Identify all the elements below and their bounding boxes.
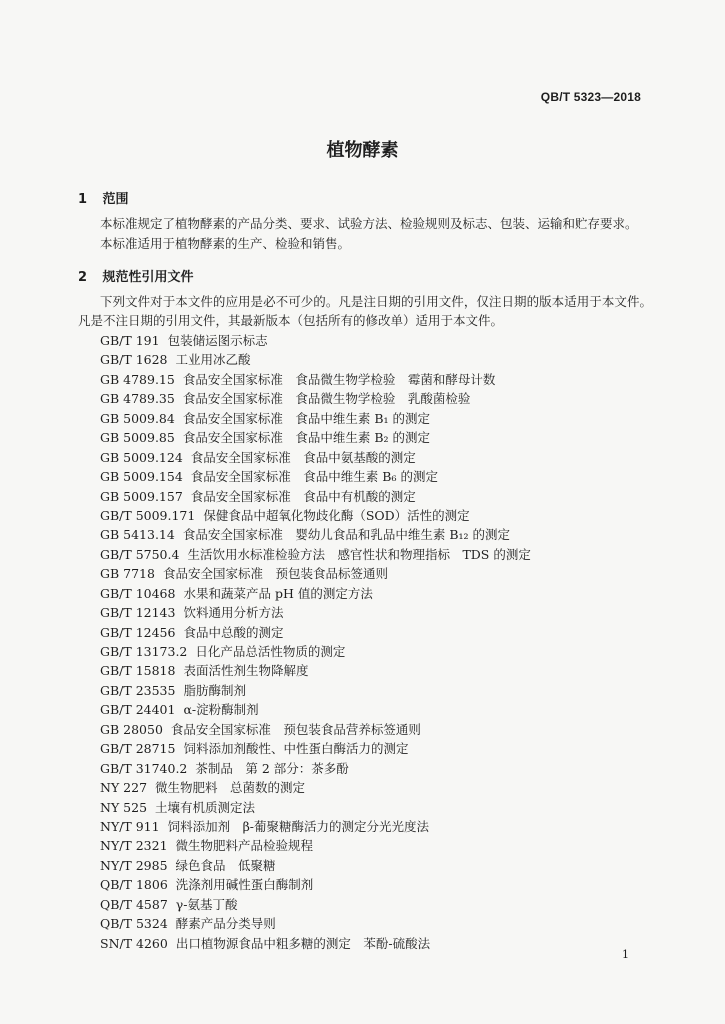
reference-title: 酵素产品分类导则 <box>175 916 276 932</box>
reference-code: GB 5413.14 <box>100 527 175 543</box>
reference-title: 食品安全国家标准 食品中氨基酸的测定 <box>190 449 416 465</box>
reference-code: QB/T 5324 <box>100 916 168 932</box>
reference-item <box>100 739 531 758</box>
reference-item <box>100 720 531 739</box>
reference-title: 食品安全国家标准 食品微生物学检验 霉菌和酵母计数 <box>182 371 496 387</box>
reference-item <box>100 487 531 506</box>
reference-item <box>100 759 531 778</box>
reference-item <box>100 467 531 486</box>
page-number: 1 <box>622 948 629 961</box>
reference-title: 生活饮用水标准检验方法 感官性状和物理指标 TDS 的测定 <box>187 546 531 562</box>
reference-title: 出口植物源食品中粗多糖的测定 苯酚-硫酸法 <box>175 935 431 951</box>
reference-code: QB/T 4587 <box>100 896 168 912</box>
reference-item <box>100 778 531 797</box>
reference-code: GB/T 5750.4 <box>100 546 180 562</box>
section-2-heading <box>78 266 194 285</box>
reference-title: 食品中总酸的测定 <box>183 624 284 640</box>
section-number: 1 <box>78 192 88 207</box>
reference-code: GB/T 23535 <box>100 682 176 698</box>
reference-title: 微生物肥料产品检验规程 <box>175 838 314 854</box>
reference-code: GB 5009.124 <box>100 449 183 465</box>
reference-code: GB/T 12143 <box>100 605 176 621</box>
section-title: 规范性引用文件 <box>102 270 194 285</box>
reference-code: GB 5009.157 <box>100 488 183 504</box>
reference-item <box>100 525 531 544</box>
reference-title: 洗涤剂用碱性蛋白酶制剂 <box>175 877 314 893</box>
reference-item <box>100 623 531 642</box>
reference-title: 食品安全国家标准 预包装食品标签通则 <box>162 566 388 582</box>
section-1-heading <box>78 188 129 207</box>
reference-title: 茶制品 第 2 部分：茶多酚 <box>195 760 349 776</box>
reference-code: GB/T 31740.2 <box>100 760 188 776</box>
reference-code: GB/T 24401 <box>100 702 176 718</box>
reference-code: GB 5009.85 <box>100 430 175 446</box>
reference-code: GB/T 1628 <box>100 352 168 368</box>
reference-code: GB/T 10468 <box>100 585 176 601</box>
document-title: 植物酵素 <box>326 140 399 161</box>
reference-code: SN/T 4260 <box>100 935 168 951</box>
reference-item <box>100 603 531 622</box>
reference-code: GB/T 12456 <box>100 624 176 640</box>
reference-item <box>100 389 531 408</box>
section-title: 范围 <box>102 192 129 207</box>
reference-code: NY/T 2321 <box>100 838 168 854</box>
reference-title: 微生物肥料 总菌数的测定 <box>155 780 306 796</box>
reference-title: γ-氨基丁酸 <box>175 896 238 912</box>
reference-code: NY 525 <box>100 799 148 815</box>
reference-code: GB/T 191 <box>100 333 160 348</box>
references-intro: 下列文件对于本文件的应用是必不可少的。凡是注日期的引用文件，仅注日期的版本适用于本文件。凡是不注日期的引用文件，其最新版本（包括所有的修改单）适用于本文件。 <box>78 294 652 328</box>
scope-paragraph-1: 本标准规定了植物酵素的产品分类、要求、试验方法、检验规则及标志、包装、运输和贮存要求。 <box>100 216 638 231</box>
reference-title: 保健食品中超氧化物歧化酶（SOD）活性的测定 <box>203 507 470 523</box>
reference-title: 表面活性剂生物降解度 <box>183 663 309 679</box>
reference-title: 食品安全国家标准 食品中维生素 B₂ 的测定 <box>182 430 430 446</box>
reference-code: NY/T 2985 <box>100 857 168 873</box>
reference-code: QB/T 1806 <box>100 877 168 893</box>
reference-item <box>100 700 531 719</box>
reference-item <box>100 448 531 467</box>
reference-title: 工业用冰乙酸 <box>175 352 251 368</box>
reference-item <box>100 545 531 564</box>
reference-code: GB/T 13173.2 <box>100 644 188 659</box>
reference-item <box>100 350 531 369</box>
reference-title: 食品安全国家标准 婴幼儿食品和乳品中维生素 B₁₂ 的测定 <box>182 527 510 543</box>
reference-title: 食品安全国家标准 食品微生物学检验 乳酸菌检验 <box>182 391 471 407</box>
reference-item <box>100 895 531 914</box>
reference-list <box>100 331 531 953</box>
reference-title: 食品安全国家标准 食品中维生素 B₆ 的测定 <box>190 469 438 485</box>
reference-title: 包装储运图示标志 <box>167 333 268 348</box>
reference-title: 土壤有机质测定法 <box>155 799 256 815</box>
reference-item <box>100 506 531 525</box>
reference-item <box>100 934 531 953</box>
reference-title: 水果和蔬菜产品 pH 值的测定方法 <box>183 585 373 601</box>
reference-code: GB 4789.35 <box>100 391 175 407</box>
reference-item <box>100 584 531 603</box>
reference-code: NY/T 911 <box>100 818 160 834</box>
reference-code: GB 28050 <box>100 721 163 737</box>
reference-title: 绿色食品 低聚糖 <box>175 857 276 873</box>
reference-item <box>100 875 531 894</box>
reference-code: GB/T 15818 <box>100 663 176 679</box>
reference-item <box>100 428 531 447</box>
document-code: QB/T 5323—2018 <box>540 90 641 104</box>
reference-title: 食品安全国家标准 食品中维生素 B₁ 的测定 <box>182 410 430 426</box>
reference-item <box>100 409 531 428</box>
section-number: 2 <box>78 270 88 285</box>
reference-code: GB 5009.154 <box>100 469 183 485</box>
reference-title: 饮料通用分析方法 <box>183 605 284 621</box>
reference-title: α-淀粉酶制剂 <box>183 702 259 718</box>
reference-item <box>100 817 531 836</box>
reference-item <box>100 370 531 389</box>
reference-title: 食品安全国家标准 食品中有机酸的测定 <box>190 488 416 504</box>
reference-title: 饲料添加剂酸性、中性蛋白酶活力的测定 <box>183 741 409 757</box>
reference-item <box>100 564 531 583</box>
reference-title: 饲料添加剂 β-葡聚糖酶活力的测定分光光度法 <box>167 818 430 834</box>
reference-item <box>100 836 531 855</box>
reference-item <box>100 914 531 933</box>
reference-title: 脂肪酶制剂 <box>183 682 246 698</box>
reference-title: 食品安全国家标准 预包装食品营养标签通则 <box>170 721 421 737</box>
reference-item <box>100 856 531 875</box>
scope-paragraph-2: 本标准适用于植物酵素的生产、检验和销售。 <box>100 236 351 251</box>
reference-title: 日化产品总活性物质的测定 <box>195 644 346 659</box>
reference-code: GB 4789.15 <box>100 371 175 387</box>
reference-code: GB/T 28715 <box>100 741 176 757</box>
reference-item <box>100 661 531 680</box>
reference-item <box>100 681 531 700</box>
reference-code: GB/T 5009.171 <box>100 507 196 523</box>
reference-item <box>100 642 531 661</box>
reference-item <box>100 331 531 350</box>
reference-code: GB 7718 <box>100 566 155 582</box>
reference-code: NY 227 <box>100 780 148 796</box>
reference-item <box>100 798 531 817</box>
reference-code: GB 5009.84 <box>100 410 175 426</box>
